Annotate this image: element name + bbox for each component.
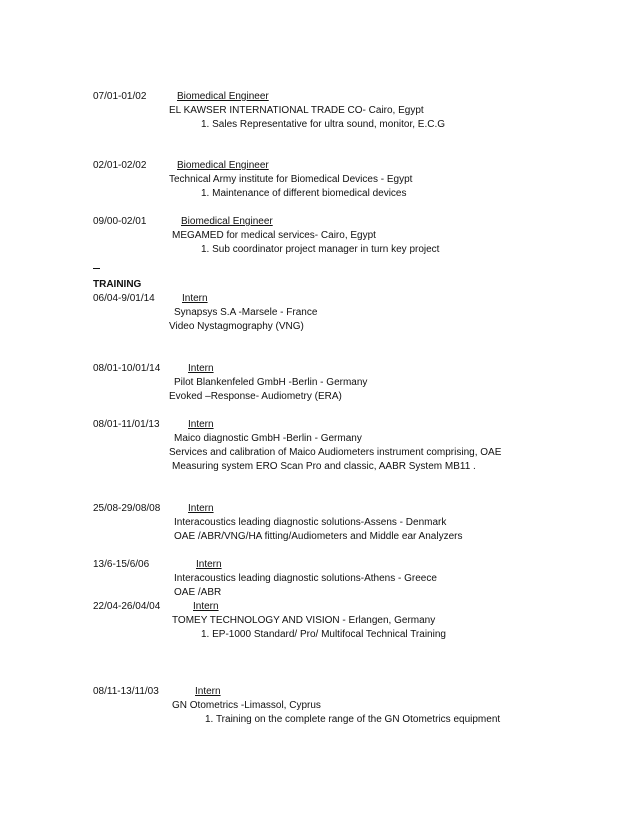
entry-organization: EL KAWSER INTERNATIONAL TRADE CO- Cairo, Egypt: [169, 105, 424, 116]
entry-detail: 1. Sub coordinator project manager in turn key project: [201, 244, 440, 255]
training-line: TOMEY TECHNOLOGY AND VISION - Erlangen, Germany: [172, 615, 436, 626]
training-date: 06/04-9/01/14: [93, 293, 155, 304]
training-line: Interacoustics leading diagnostic solutions-Assens - Denmark: [174, 517, 447, 528]
entry-title: Biomedical Engineer: [177, 91, 269, 102]
training-line: OAE /ABR/VNG/HA fitting/Audiometers and Middle ear Analyzers: [174, 531, 463, 542]
training-title: Intern: [182, 293, 208, 304]
training-line: OAE /ABR: [174, 587, 222, 598]
entry-detail: 1. Maintenance of different biomedical devices: [201, 188, 407, 199]
training-line: Synapsys S.A -Marsele - France: [174, 307, 318, 318]
entry-detail: 1. Sales Representative for ultra sound, monitor, E.C.G: [201, 119, 446, 130]
entry-title: Biomedical Engineer: [181, 216, 273, 227]
training-line: 1. EP-1000 Standard/ Pro/ Multifocal Technical Training: [201, 629, 446, 640]
training-title: Intern: [188, 363, 214, 374]
training-title: Intern: [195, 686, 221, 697]
training-title: Intern: [188, 419, 214, 430]
section-divider: [93, 268, 100, 269]
training-line: Pilot Blankenfeled GmbH -Berlin - Germany: [174, 377, 368, 388]
entry-date: 09/00-02/01: [93, 216, 147, 227]
training-line: Services and calibration of Maico Audiometers instrument comprising, OAE: [169, 447, 502, 458]
training-date: 08/01-11/01/13: [93, 419, 160, 430]
training-line: GN Otometrics -Limassol, Cyprus: [172, 700, 321, 711]
training-title: Intern: [188, 503, 214, 514]
entry-date: 07/01-01/02: [93, 91, 147, 102]
training-date: 08/01-10/01/14: [93, 363, 161, 374]
training-date: 25/08-29/08/08: [93, 503, 161, 514]
entry-title: Biomedical Engineer: [177, 160, 269, 171]
training-line: 1. Training on the complete range of the GN Otometrics equipment: [205, 714, 501, 725]
training-line: Maico diagnostic GmbH -Berlin - Germany: [174, 433, 362, 444]
entry-organization: MEGAMED for medical services- Cairo, Egypt: [172, 230, 376, 241]
training-line: Measuring system ERO Scan Pro and classic, AABR System MB11 .: [172, 461, 476, 472]
training-date: 08/11-13/11/03: [93, 686, 159, 697]
section-heading-training: TRAINING: [93, 279, 142, 290]
training-line: Evoked –Response- Audiometry (ERA): [169, 391, 342, 402]
training-line: Interacoustics leading diagnostic solutions-Athens - Greece: [174, 573, 437, 584]
training-title: Intern: [193, 601, 219, 612]
training-line: Video Nystagmography (VNG): [169, 321, 304, 332]
entry-organization: Technical Army institute for Biomedical Devices - Egypt: [169, 174, 413, 185]
training-date: 13/6-15/6/06: [93, 559, 150, 570]
training-title: Intern: [196, 559, 222, 570]
training-date: 22/04-26/04/04: [93, 601, 161, 612]
entry-date: 02/01-02/02: [93, 160, 147, 171]
